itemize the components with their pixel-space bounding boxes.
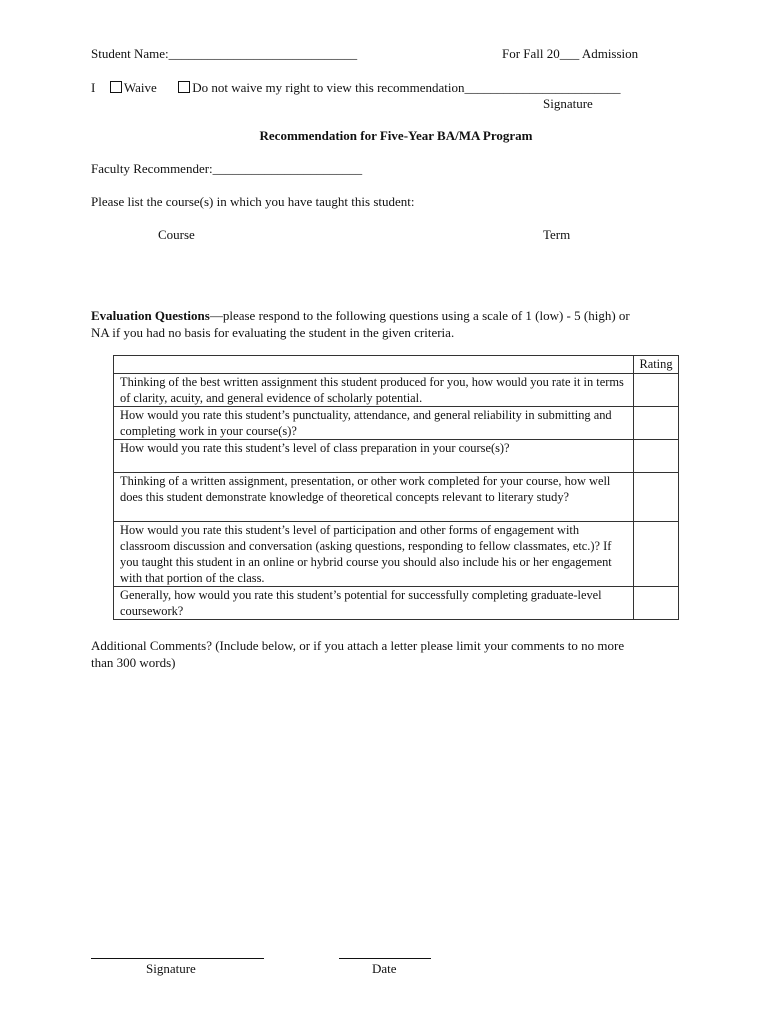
table-header-row (114, 356, 679, 374)
page-title: Recommendation for Five-Year BA/MA Program (259, 128, 533, 143)
question-4: Thinking of a written assignment, presentation, or other work completed for your course, how well does this student demonstrate knowledge of theoretical concepts relevant to literary study? (114, 473, 634, 522)
waive-signature-caption: Signature (543, 96, 593, 111)
evaluation-intro (91, 308, 630, 324)
table-row (114, 407, 679, 440)
question-1: Thinking of the best written assignment this student produced for you, how would you rate it in terms of clarity, acuity, and general evidence of scholarly potential. (114, 374, 634, 407)
fall-admission-field[interactable]: For Fall 20___ Admission (502, 46, 639, 61)
faculty-recommender-field[interactable]: Faculty Recommender:_______________________ (91, 161, 363, 176)
waive-row (91, 80, 620, 96)
student-name-field[interactable]: Student Name:_____________________________ (91, 46, 358, 61)
signature-line[interactable] (91, 958, 264, 959)
question-5: How would you rate this student’s level of participation and other forms of engagement with classroom discussion and conversation (asking questions, responding to fellow classmates, etc.)? If you taught this student in an online or hybrid course you should also include his or her engagement with that portion of the class. (114, 522, 634, 587)
date-label: Date (372, 961, 397, 976)
rating-cell-5[interactable] (634, 522, 679, 587)
evaluation-heading: Evaluation Questions (91, 308, 210, 323)
question-2: How would you rate this student’s punctuality, attendance, and general reliability in submitting and completing work in your course(s)? (114, 407, 634, 440)
rating-cell-1[interactable] (634, 374, 679, 407)
not-waive-label: Do not waive my right to view this recommendation________________________ (192, 80, 621, 95)
date-line[interactable] (339, 958, 431, 959)
table-row (114, 473, 679, 522)
not-waive-checkbox[interactable] (178, 81, 190, 93)
question-3: How would you rate this student’s level of class preparation in your course(s)? (114, 440, 634, 473)
signature-label: Signature (146, 961, 196, 976)
question-6: Generally, how would you rate this student’s potential for successfully completing graduate-level coursework? (114, 587, 634, 620)
evaluation-intro-line2: NA if you had no basis for evaluating the student in the given criteria. (91, 325, 455, 340)
evaluation-intro-line1: —please respond to the following questions using a scale of 1 (low) - 5 (high) or (209, 308, 630, 323)
evaluation-table (113, 355, 679, 620)
comments-prompt-line2: than 300 words) (91, 655, 176, 670)
rating-cell-3[interactable] (634, 440, 679, 473)
waive-label: Waive (123, 80, 157, 95)
comments-area[interactable] (91, 680, 681, 940)
term-column-label: Term (543, 227, 571, 242)
rating-header: Rating (634, 356, 679, 374)
waive-prefix: I (91, 80, 96, 95)
table-row (114, 440, 679, 473)
table-row (114, 374, 679, 407)
rating-cell-6[interactable] (634, 587, 679, 620)
question-header-cell (114, 356, 634, 374)
table-row (114, 587, 679, 620)
rating-cell-2[interactable] (634, 407, 679, 440)
comments-prompt-line1: Additional Comments? (Include below, or if you attach a letter please limit your comments to no more (91, 638, 625, 653)
waive-checkbox[interactable] (110, 81, 122, 93)
table-row (114, 522, 679, 587)
rating-cell-4[interactable] (634, 473, 679, 522)
course-column-label: Course (158, 227, 195, 242)
courses-prompt: Please list the course(s) in which you have taught this student: (91, 194, 415, 209)
